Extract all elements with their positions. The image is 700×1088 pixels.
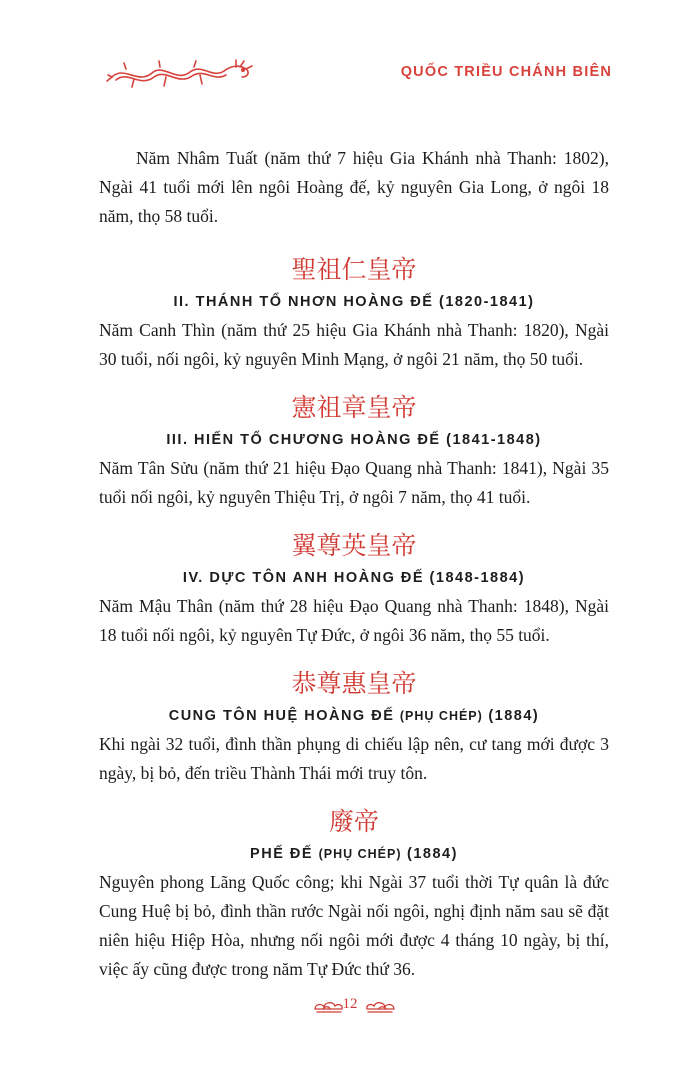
cloud-icon bbox=[364, 998, 396, 1014]
book-title: QUỐC TRIỀU CHÁNH BIÊN bbox=[400, 64, 612, 80]
section-hien-to bbox=[99, 394, 609, 512]
section-body: Nguyên phong Lãng Quốc công; khi Ngài 37 tuổi thời Tự quân là đức Cung Huệ bị bỏ, đình thần rước Ngài nối ngôi, nghị định năm sau sẽ đặt niên hiệu Hiệp Hòa, nhưng nối ngôi mới được 4 tháng 10 ngày, bị thí, việc ấy cũng được trong năm Tự Đức thứ 36. bbox=[99, 872, 609, 979]
section-title-year: (1884) bbox=[401, 846, 458, 862]
section-han-title: 聖祖仁皇帝 bbox=[291, 255, 417, 284]
section-han-title: 憲祖章皇帝 bbox=[291, 393, 417, 422]
section-han-title: 恭尊惠皇帝 bbox=[291, 669, 417, 698]
section-title bbox=[99, 844, 609, 864]
section-title-main: PHẾ ĐẾ bbox=[250, 846, 319, 862]
section-duc-ton bbox=[99, 532, 609, 650]
dragon-icon bbox=[104, 57, 254, 91]
section-title: III. HIẾN TỔ CHƯƠNG HOÀNG ĐẾ (1841-1848) bbox=[166, 432, 542, 448]
section-title: II. THÁNH TỔ NHƠN HOÀNG ĐẾ (1820-1841) bbox=[173, 294, 535, 310]
section-body: Năm Tân Sửu (năm thứ 21 hiệu Đạo Quang nhà Thanh: 1841), Ngài 35 tuổi nối ngôi, kỷ nguyên Thiệu Trị, ở ngôi 7 năm, thọ 41 tuổi. bbox=[99, 458, 609, 507]
section-thanh-to bbox=[99, 256, 609, 374]
page-number: 12 bbox=[342, 996, 358, 1012]
page-content bbox=[99, 144, 609, 984]
section-body: Năm Mậu Thân (năm thứ 28 hiệu Đạo Quang nhà Thanh: 1848), Ngài 18 tuổi nối ngôi, kỷ nguyên Tự Đức, ở ngôi 36 năm, thọ 55 tuổi. bbox=[99, 596, 609, 645]
section-title-note: (PHỤ CHÉP) bbox=[399, 709, 483, 723]
page-header bbox=[0, 0, 700, 100]
section-han-title: 翼尊英皇帝 bbox=[291, 531, 417, 560]
section-phe-de bbox=[99, 808, 609, 984]
section-han-title: 廢帝 bbox=[328, 807, 379, 836]
intro-paragraph: Năm Nhâm Tuất (năm thứ 7 hiệu Gia Khánh nhà Thanh: 1802), Ngài 41 tuổi mới lên ngôi Hoàng đế, kỷ nguyên Gia Long, ở ngôi 18 năm, thọ 58 tuổi. bbox=[99, 148, 609, 226]
section-cung-ton bbox=[99, 670, 609, 788]
section-title bbox=[99, 706, 609, 726]
section-title: IV. DỰC TÔN ANH HOÀNG ĐẾ (1848-1884) bbox=[182, 570, 526, 586]
section-body: Khi ngài 32 tuổi, đình thần phụng di chiếu lập nên, cư tang mới được 3 ngày, bị bỏ, đến triều Thành Thái mới truy tôn. bbox=[99, 734, 609, 783]
section-body: Năm Canh Thìn (năm thứ 25 hiệu Gia Khánh nhà Thanh: 1820), Ngài 30 tuổi, nối ngôi, kỷ nguyên Minh Mạng, ở ngôi 21 năm, thọ 50 tuổi. bbox=[99, 320, 609, 369]
section-title-note: (PHỤ CHÉP) bbox=[318, 847, 402, 861]
page-footer bbox=[0, 996, 700, 1026]
section-title-year: (1884) bbox=[482, 708, 540, 724]
section-title-main: CUNG TÔN HUỆ HOÀNG ĐẾ bbox=[168, 708, 400, 724]
